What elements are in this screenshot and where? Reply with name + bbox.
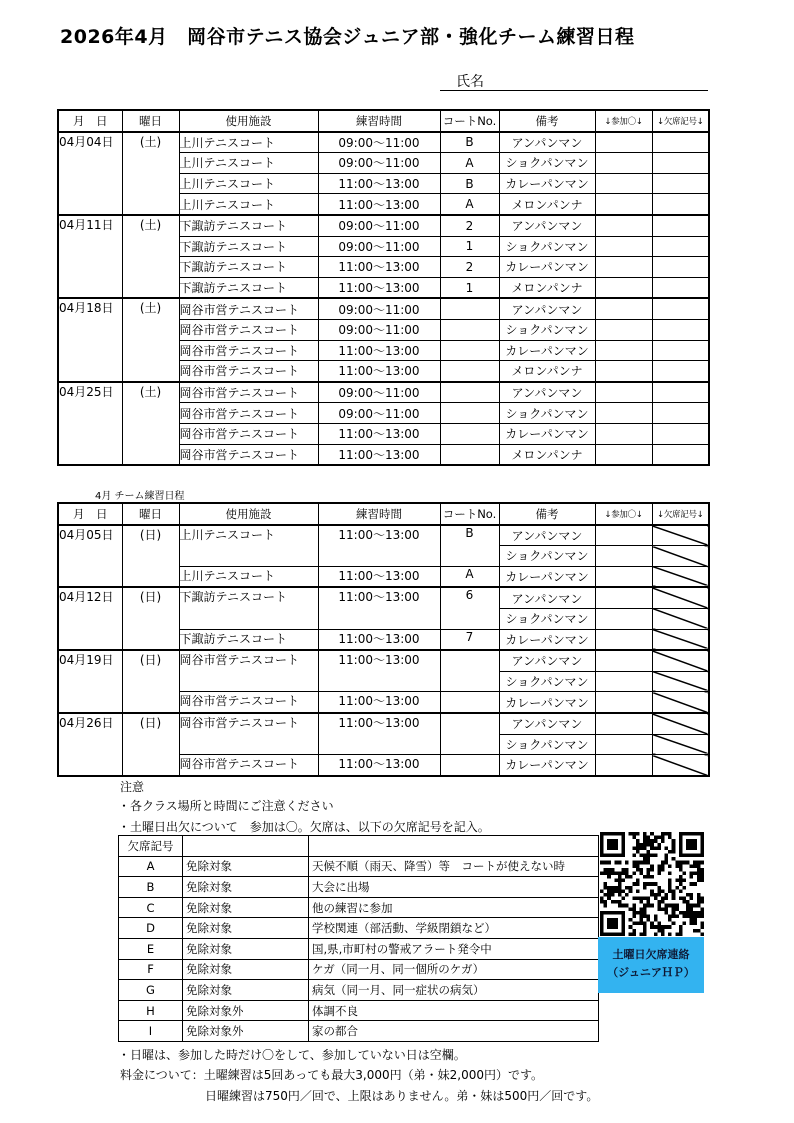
absence-row	[119, 877, 599, 898]
attend-input-cell[interactable]	[595, 566, 652, 587]
time-cell: 11:00～13:00	[318, 566, 440, 587]
attend-input-cell[interactable]	[595, 194, 652, 215]
absent-code-input-cell[interactable]	[652, 215, 709, 236]
header-court: コートNo.	[440, 110, 499, 132]
time-cell: 11:00～13:00	[318, 755, 440, 776]
court-cell: 2	[440, 215, 499, 236]
attend-input-cell[interactable]	[595, 692, 652, 713]
remark-cell: ショクパンマン	[499, 671, 595, 692]
absent-code-disabled-cell	[652, 629, 709, 650]
attend-input-cell[interactable]	[595, 755, 652, 776]
absent-code-input-cell[interactable]	[652, 153, 709, 174]
absent-code-input-cell[interactable]	[652, 319, 709, 340]
court-cell: B	[440, 173, 499, 194]
absence-code-table	[118, 835, 599, 1042]
absence-reason: 体調不良	[309, 1000, 599, 1021]
remark-cell: メロンパンナ	[499, 444, 595, 465]
remark-cell: ショクパンマン	[499, 734, 595, 755]
header-absent-code: ↓欠席記号↓	[652, 503, 709, 525]
remark-cell: メロンパンナ	[499, 194, 595, 215]
court-cell	[440, 382, 499, 403]
attend-input-cell[interactable]	[595, 671, 652, 692]
remark-cell: ショクパンマン	[499, 236, 595, 257]
remark-cell: アンパンマン	[499, 650, 595, 671]
facility-cell: 上川テニスコート	[179, 566, 318, 587]
absence-code: D	[119, 918, 183, 939]
absence-type: 免除対象外	[183, 1021, 309, 1042]
absent-code-input-cell[interactable]	[652, 277, 709, 298]
name-label: 氏名	[456, 74, 484, 90]
court-cell	[440, 361, 499, 382]
absence-type: 免除対象	[183, 856, 309, 877]
time-cell: 11:00～13:00	[318, 340, 440, 361]
time-cell: 11:00～13:00	[318, 277, 440, 298]
time-cell: 11:00～13:00	[318, 444, 440, 465]
facility-cell: 下諏訪テニスコート	[179, 629, 318, 650]
header-remarks: 備考	[499, 110, 595, 132]
court-cell: B	[440, 132, 499, 153]
court-cell	[440, 403, 499, 424]
attend-input-cell[interactable]	[595, 382, 652, 403]
absence-type: 免除対象	[183, 980, 309, 1001]
time-cell: 11:00～13:00	[318, 525, 440, 567]
date-cell: 04月05日	[58, 525, 122, 588]
note-class-location: ・各クラス場所と時間にご注意ください	[118, 799, 334, 813]
facility-cell: 上川テニスコート	[179, 173, 318, 194]
court-cell: 6	[440, 587, 499, 629]
absence-code: G	[119, 980, 183, 1001]
remark-cell: カレーパンマン	[499, 755, 595, 776]
facility-cell: 岡谷市営テニスコート	[179, 382, 318, 403]
remark-cell: アンパンマン	[499, 298, 595, 319]
date-group	[58, 650, 709, 713]
remark-cell: カレーパンマン	[499, 257, 595, 278]
remark-cell: ショクパンマン	[499, 403, 595, 424]
weekday-cell: (日)	[122, 587, 179, 650]
facility-cell: 上川テニスコート	[179, 194, 318, 215]
absence-type: 免除対象	[183, 877, 309, 898]
attend-input-cell[interactable]	[595, 525, 652, 546]
court-cell	[440, 650, 499, 692]
facility-cell: 岡谷市営テニスコート	[179, 361, 318, 382]
table-row	[58, 525, 709, 546]
remark-cell: カレーパンマン	[499, 629, 595, 650]
attend-input-cell[interactable]	[595, 236, 652, 257]
absence-reason: 学校関連（部活動、学級閉鎖など）	[309, 918, 599, 939]
court-cell: B	[440, 525, 499, 567]
absent-code-disabled-cell	[652, 755, 709, 776]
absent-code-disabled-cell	[652, 671, 709, 692]
date-cell: 04月04日	[58, 132, 122, 215]
absent-code-input-cell[interactable]	[652, 194, 709, 215]
qr-code-icon[interactable]	[600, 832, 704, 936]
table-row	[58, 382, 709, 403]
court-cell: 7	[440, 629, 499, 650]
court-cell	[440, 692, 499, 713]
time-cell: 11:00～13:00	[318, 361, 440, 382]
remark-cell: アンパンマン	[499, 382, 595, 403]
remark-cell: アンパンマン	[499, 713, 595, 734]
sunday-schedule-table	[57, 502, 710, 777]
facility-cell: 上川テニスコート	[179, 153, 318, 174]
absent-code-disabled-cell	[652, 525, 709, 546]
table-row	[58, 713, 709, 734]
absence-code: B	[119, 877, 183, 898]
date-cell: 04月18日	[58, 298, 122, 381]
absent-code-input-cell[interactable]	[652, 257, 709, 278]
absence-code: I	[119, 1021, 183, 1042]
absence-row	[119, 897, 599, 918]
absence-code: E	[119, 938, 183, 959]
absence-code: H	[119, 1000, 183, 1021]
facility-cell: 下諏訪テニスコート	[179, 236, 318, 257]
attend-input-cell[interactable]	[595, 546, 652, 567]
attend-input-cell[interactable]	[595, 361, 652, 382]
attend-input-cell[interactable]	[595, 132, 652, 153]
contact-line2: （ジュニアＨＰ）	[607, 966, 695, 979]
facility-cell: 下諏訪テニスコート	[179, 257, 318, 278]
remark-cell: ショクパンマン	[499, 546, 595, 567]
note-sunday-fees: 日曜練習は750円／回で、上限はありません。弟・妹は500円／回です。	[205, 1089, 599, 1103]
header-time: 練習時間	[318, 110, 440, 132]
absence-reason: 病気（同一月、同一症状の病気）	[309, 980, 599, 1001]
note-sunday-attendance: ・日曜は、参加した時だけ〇をして、参加していない日は空欄。	[118, 1048, 466, 1062]
attend-input-cell[interactable]	[595, 444, 652, 465]
contact-line1: 土曜日欠席連絡	[612, 948, 690, 961]
facility-cell: 岡谷市営テニスコート	[179, 713, 318, 755]
court-cell: 1	[440, 236, 499, 257]
facility-cell: 下諏訪テニスコート	[179, 587, 318, 629]
note-saturday-attendance: ・土曜日出欠について 参加は〇。欠席は、以下の欠席記号を記入。	[118, 820, 490, 834]
absent-code-input-cell[interactable]	[652, 236, 709, 257]
absent-code-input-cell[interactable]	[652, 298, 709, 319]
absent-code-disabled-cell	[652, 692, 709, 713]
header-facility: 使用施設	[179, 503, 318, 525]
header-remarks: 備考	[499, 503, 595, 525]
date-group	[58, 215, 709, 298]
absence-reason: 家の都合	[309, 1021, 599, 1042]
weekday-cell: (土)	[122, 215, 179, 298]
date-group	[58, 132, 709, 215]
date-cell: 04月26日	[58, 713, 122, 776]
remark-cell: カレーパンマン	[499, 692, 595, 713]
absent-code-disabled-cell	[652, 713, 709, 734]
absence-type: 免除対象	[183, 959, 309, 980]
header-attend: ↓参加〇↓	[595, 110, 652, 132]
remark-cell: アンパンマン	[499, 525, 595, 546]
court-cell: 2	[440, 257, 499, 278]
attend-input-cell[interactable]	[595, 173, 652, 194]
court-cell: A	[440, 566, 499, 587]
absence-reason: ケガ（同一月、同一個所のケガ）	[309, 959, 599, 980]
header-weekday: 曜日	[122, 110, 179, 132]
remark-cell: カレーパンマン	[499, 423, 595, 444]
facility-cell: 岡谷市営テニスコート	[179, 319, 318, 340]
date-group	[58, 587, 709, 650]
absence-type: 免除対象	[183, 918, 309, 939]
attend-input-cell[interactable]	[595, 319, 652, 340]
court-cell: A	[440, 153, 499, 174]
remark-cell: アンパンマン	[499, 587, 595, 608]
facility-cell: 岡谷市営テニスコート	[179, 403, 318, 424]
absent-code-input-cell[interactable]	[652, 361, 709, 382]
remark-cell: ショクパンマン	[499, 608, 595, 629]
absence-code: C	[119, 897, 183, 918]
time-cell: 09:00～11:00	[318, 236, 440, 257]
date-cell: 04月11日	[58, 215, 122, 298]
date-group	[58, 382, 709, 465]
absence-type: 免除対象	[183, 938, 309, 959]
header-weekday: 曜日	[122, 503, 179, 525]
time-cell: 11:00～13:00	[318, 692, 440, 713]
time-cell: 09:00～11:00	[318, 382, 440, 403]
attend-input-cell[interactable]	[595, 423, 652, 444]
absence-row	[119, 918, 599, 939]
remark-cell: アンパンマン	[499, 132, 595, 153]
court-cell: 1	[440, 277, 499, 298]
absence-type: 免除対象	[183, 897, 309, 918]
page-title: 2026年4月 岡谷市テニス協会ジュニア部・強化チーム練習日程	[60, 26, 635, 48]
court-cell	[440, 340, 499, 361]
absence-row	[119, 959, 599, 980]
attend-input-cell[interactable]	[595, 153, 652, 174]
team-schedule-title: 4月 チーム練習日程	[95, 491, 185, 502]
time-cell: 11:00～13:00	[318, 173, 440, 194]
time-cell: 09:00～11:00	[318, 403, 440, 424]
table-row	[58, 298, 709, 319]
absent-code-input-cell[interactable]	[652, 444, 709, 465]
absence-code: A	[119, 856, 183, 877]
weekday-cell: (日)	[122, 713, 179, 776]
absent-code-input-cell[interactable]	[652, 382, 709, 403]
remark-cell: ショクパンマン	[499, 153, 595, 174]
absence-row	[119, 938, 599, 959]
attend-input-cell[interactable]	[595, 587, 652, 608]
attend-input-cell[interactable]	[595, 650, 652, 671]
facility-cell: 岡谷市営テニスコート	[179, 298, 318, 319]
date-group	[58, 298, 709, 381]
header-time: 練習時間	[318, 503, 440, 525]
court-cell: A	[440, 194, 499, 215]
absent-code-input-cell[interactable]	[652, 132, 709, 153]
facility-cell: 上川テニスコート	[179, 132, 318, 153]
absent-code-disabled-cell	[652, 734, 709, 755]
attend-input-cell[interactable]	[595, 713, 652, 734]
remark-cell: カレーパンマン	[499, 566, 595, 587]
name-field[interactable]	[440, 70, 708, 91]
date-cell: 04月19日	[58, 650, 122, 713]
court-cell	[440, 423, 499, 444]
header-month-day: 月 日	[58, 110, 122, 132]
absence-row	[119, 1000, 599, 1021]
attend-input-cell[interactable]	[595, 277, 652, 298]
court-cell	[440, 319, 499, 340]
court-cell	[440, 755, 499, 776]
absent-code-input-cell[interactable]	[652, 173, 709, 194]
remark-cell: カレーパンマン	[499, 173, 595, 194]
date-group	[58, 713, 709, 776]
facility-cell: 下諏訪テニスコート	[179, 215, 318, 236]
weekday-cell: (土)	[122, 382, 179, 465]
time-cell: 09:00～11:00	[318, 215, 440, 236]
date-group	[58, 525, 709, 588]
absence-reason: 国,県,市町村の警戒アラート発令中	[309, 938, 599, 959]
absent-code-input-cell[interactable]	[652, 423, 709, 444]
facility-cell: 岡谷市営テニスコート	[179, 692, 318, 713]
facility-cell: 岡谷市営テニスコート	[179, 755, 318, 776]
header-court: コートNo.	[440, 503, 499, 525]
absence-reason: 他の練習に参加	[309, 897, 599, 918]
absence-reason: 大会に出場	[309, 877, 599, 898]
attend-input-cell[interactable]	[595, 215, 652, 236]
absence-type: 免除対象外	[183, 1000, 309, 1021]
absence-contact-box[interactable]	[598, 937, 704, 993]
absent-code-input-cell[interactable]	[652, 340, 709, 361]
remark-cell: メロンパンナ	[499, 277, 595, 298]
facility-cell: 岡谷市営テニスコート	[179, 340, 318, 361]
time-cell: 11:00～13:00	[318, 257, 440, 278]
time-cell: 09:00～11:00	[318, 153, 440, 174]
attend-input-cell[interactable]	[595, 298, 652, 319]
facility-cell: 上川テニスコート	[179, 525, 318, 567]
weekday-cell: (土)	[122, 132, 179, 215]
time-cell: 09:00～11:00	[318, 319, 440, 340]
time-cell: 11:00～13:00	[318, 423, 440, 444]
remark-cell: ショクパンマン	[499, 319, 595, 340]
date-cell: 04月12日	[58, 587, 122, 650]
facility-cell: 岡谷市営テニスコート	[179, 650, 318, 692]
header-attend: ↓参加〇↓	[595, 503, 652, 525]
absent-code-disabled-cell	[652, 546, 709, 567]
attend-input-cell[interactable]	[595, 608, 652, 629]
table-row	[58, 650, 709, 671]
absence-header-empty	[183, 836, 309, 857]
header-month-day: 月 日	[58, 503, 122, 525]
attend-input-cell[interactable]	[595, 257, 652, 278]
court-cell	[440, 444, 499, 465]
remark-cell: アンパンマン	[499, 215, 595, 236]
time-cell: 11:00～13:00	[318, 713, 440, 755]
saturday-schedule-table	[57, 109, 710, 466]
remark-cell: カレーパンマン	[499, 340, 595, 361]
time-cell: 09:00～11:00	[318, 298, 440, 319]
table-row	[58, 587, 709, 608]
time-cell: 09:00～11:00	[318, 132, 440, 153]
table-row	[58, 132, 709, 153]
absence-header: 欠席記号	[119, 836, 183, 857]
facility-cell: 岡谷市営テニスコート	[179, 444, 318, 465]
facility-cell: 下諏訪テニスコート	[179, 277, 318, 298]
absent-code-disabled-cell	[652, 608, 709, 629]
absence-header-row	[119, 836, 599, 857]
time-cell: 11:00～13:00	[318, 194, 440, 215]
weekday-cell: (土)	[122, 298, 179, 381]
absent-code-disabled-cell	[652, 587, 709, 608]
weekday-cell: (日)	[122, 525, 179, 588]
absence-row	[119, 1021, 599, 1042]
absence-header-empty	[309, 836, 599, 857]
facility-cell: 岡谷市営テニスコート	[179, 423, 318, 444]
weekday-cell: (日)	[122, 650, 179, 713]
absence-code: F	[119, 959, 183, 980]
table-header-row	[58, 503, 709, 525]
absent-code-input-cell[interactable]	[652, 403, 709, 424]
absence-row	[119, 856, 599, 877]
court-cell	[440, 713, 499, 755]
table-header-row	[58, 110, 709, 132]
note-fees: 料金について：土曜練習は5回あっても最大3,000円（弟・妹2,000円）です。	[120, 1068, 544, 1082]
time-cell: 11:00～13:00	[318, 629, 440, 650]
header-absent-code: ↓欠席記号↓	[652, 110, 709, 132]
absence-row	[119, 980, 599, 1001]
absence-reason: 天候不順（雨天、降雪）等 コートが使えない時	[309, 856, 599, 877]
absent-code-disabled-cell	[652, 650, 709, 671]
court-cell	[440, 298, 499, 319]
attend-input-cell[interactable]	[595, 734, 652, 755]
notes-heading: 注意	[120, 780, 145, 794]
attend-input-cell[interactable]	[595, 340, 652, 361]
time-cell: 11:00～13:00	[318, 587, 440, 629]
time-cell: 11:00～13:00	[318, 650, 440, 692]
attend-input-cell[interactable]	[595, 403, 652, 424]
absent-code-disabled-cell	[652, 566, 709, 587]
table-row	[58, 215, 709, 236]
header-facility: 使用施設	[179, 110, 318, 132]
attend-input-cell[interactable]	[595, 629, 652, 650]
date-cell: 04月25日	[58, 382, 122, 465]
remark-cell: メロンパンナ	[499, 361, 595, 382]
